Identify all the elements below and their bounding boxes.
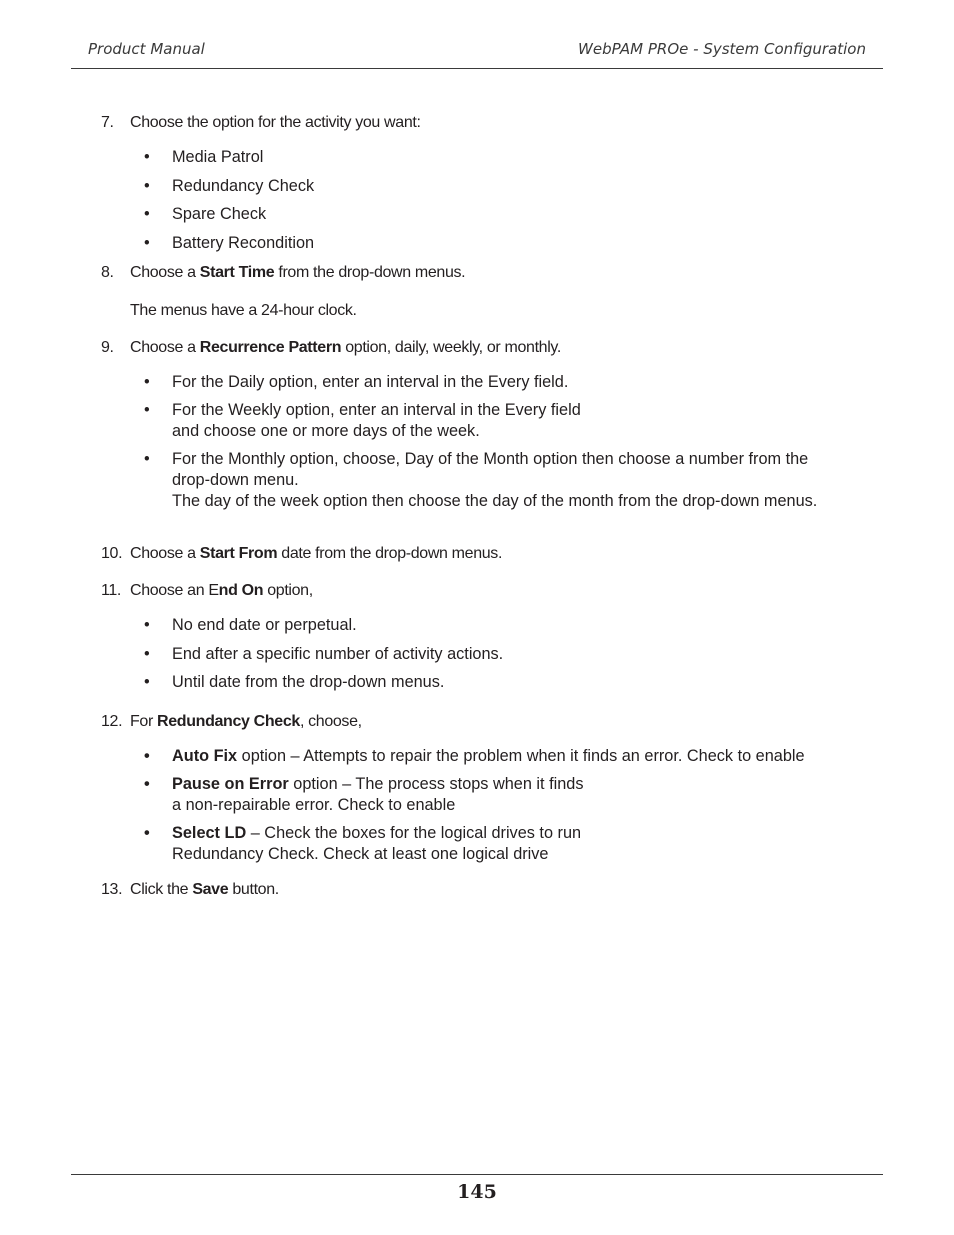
- step-number: 11.: [101, 582, 122, 599]
- step-text-bold: Recurrence Pattern: [199, 339, 342, 356]
- list-item-text: For the Monthly option, choose, Day of the Month option then choose a number from the: [172, 450, 809, 468]
- footer-rule: [71, 1174, 883, 1175]
- list-item-text: Redundancy Check: [172, 177, 315, 195]
- step-text-bold: Save: [192, 881, 229, 898]
- bullet-icon: •: [144, 401, 150, 419]
- step-7: [101, 114, 421, 132]
- step-number: 9.: [101, 339, 114, 356]
- header-rule: [71, 68, 883, 69]
- bullet-icon: •: [144, 373, 150, 391]
- step-text-pre: Choose a: [130, 339, 200, 356]
- step-11: [101, 582, 313, 600]
- bullet-icon: •: [144, 205, 150, 223]
- step-13: [101, 881, 279, 899]
- step-text-post: option, daily, weekly, or monthly.: [341, 339, 561, 356]
- step-number: 13.: [101, 881, 123, 898]
- bullet-icon: •: [144, 148, 150, 166]
- bullet-icon: •: [144, 177, 150, 195]
- step-text-pre: Choose a: [130, 264, 200, 281]
- step-8: [101, 264, 465, 282]
- option-name: Select LD: [172, 824, 247, 842]
- bullet-icon: •: [144, 775, 150, 793]
- bullet-icon: •: [144, 824, 150, 842]
- page-header-left: Product Manual: [88, 40, 205, 58]
- option-name: Auto Fix: [172, 747, 238, 765]
- list-item-text: option – Attempts to repair the problem when it finds an error. Check to enable: [237, 747, 805, 765]
- step-10: [101, 545, 502, 563]
- step-number: 7.: [101, 114, 114, 131]
- step-text-bold: nd On: [218, 582, 264, 599]
- list-item-text: and choose one or more days of the week.: [172, 422, 480, 440]
- step-text-pre: Click the: [130, 881, 193, 898]
- list-item-text: The day of the week option then choose the day of the month from the drop-down menus.: [172, 492, 818, 510]
- step-number: 8.: [101, 264, 114, 281]
- step-number: 10.: [101, 545, 123, 562]
- list-item-text: Media Patrol: [172, 148, 264, 166]
- list-item-text: For the Daily option, enter an interval in the Every field.: [172, 373, 569, 391]
- option-name: Pause on Error: [172, 775, 289, 793]
- step-text-post: option,: [263, 582, 313, 599]
- list-item-text: a non-repairable error. Check to enable: [172, 796, 456, 814]
- bullet-icon: •: [144, 234, 150, 252]
- step-text-post: from the drop-down menus.: [274, 264, 466, 281]
- list-item-text: Spare Check: [172, 205, 267, 223]
- step-note: The menus have a 24-hour clock.: [130, 302, 357, 319]
- step-text-pre: Choose an E: [130, 582, 219, 599]
- step-text-bold: Start Time: [199, 264, 275, 281]
- bullet-icon: •: [144, 747, 150, 765]
- bullet-icon: •: [144, 450, 150, 468]
- step-text-post: button.: [228, 881, 279, 898]
- list-item-text: option – The process stops when it finds: [288, 775, 584, 793]
- list-item-text: For the Weekly option, enter an interval in the Every field: [172, 401, 581, 419]
- list-item-text: Until date from the drop-down menus.: [172, 673, 445, 691]
- step-text-post: , choose,: [299, 713, 362, 730]
- bullet-icon: •: [144, 645, 150, 663]
- step-text-bold: Redundancy Check: [157, 713, 300, 730]
- step-12: [101, 713, 362, 731]
- step-text-post: date from the drop-down menus.: [277, 545, 503, 562]
- list-item-text: End after a specific number of activity actions.: [172, 645, 504, 663]
- page-header-right: WebPAM PROe - System Configuration: [578, 40, 866, 58]
- step-text-pre: Choose a: [130, 545, 200, 562]
- step-text: Choose the option for the activity you want:: [130, 114, 421, 131]
- list-item-text: Redundancy Check. Check at least one logical drive: [172, 845, 549, 863]
- step-number: 12.: [101, 713, 123, 730]
- step-text-bold: Start From: [199, 545, 278, 562]
- list-item-text: – Check the boxes for the logical drives to run: [246, 824, 582, 842]
- list-item-text: drop-down menu.: [172, 471, 299, 489]
- step-9: [101, 339, 561, 357]
- step-text-pre: For: [130, 713, 158, 730]
- bullet-icon: •: [144, 616, 150, 634]
- bullet-icon: •: [144, 673, 150, 691]
- list-item-text: No end date or perpetual.: [172, 616, 357, 634]
- page-number: 145: [457, 1181, 497, 1203]
- list-item-text: Battery Recondition: [172, 234, 315, 252]
